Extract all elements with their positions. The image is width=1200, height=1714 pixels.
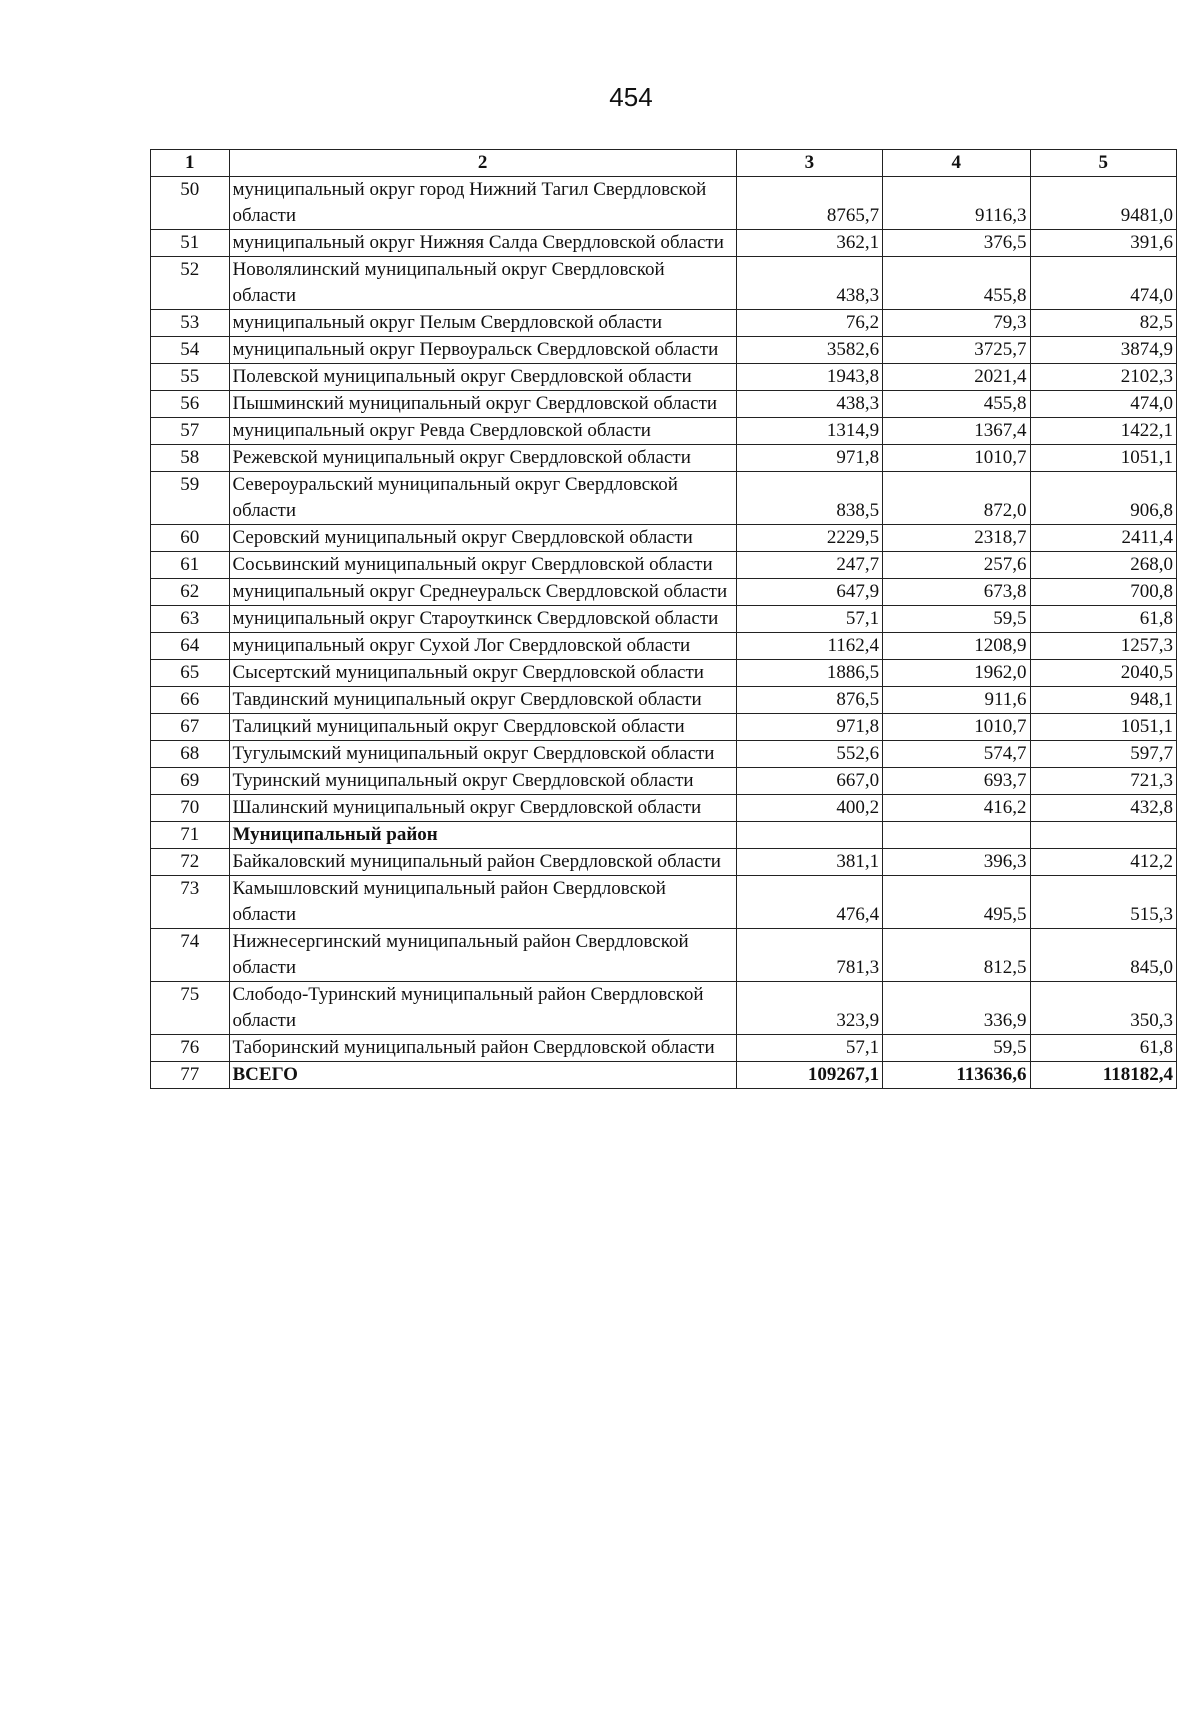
municipality-name-cell: Пышминский муниципальный округ Свердловской области bbox=[229, 391, 736, 418]
row-number-cell: 65 bbox=[151, 660, 230, 687]
value-col3-cell: 971,8 bbox=[736, 445, 882, 472]
value-col3-cell: 400,2 bbox=[736, 795, 882, 822]
value-col5-cell: 597,7 bbox=[1030, 741, 1176, 768]
value-col5-cell: 2102,3 bbox=[1030, 364, 1176, 391]
value-col4-cell: 257,6 bbox=[883, 552, 1030, 579]
value-col3-cell: 838,5 bbox=[736, 472, 882, 525]
value-col5-cell: 82,5 bbox=[1030, 310, 1176, 337]
value-col3-cell: 552,6 bbox=[736, 741, 882, 768]
municipality-name-cell: Шалинский муниципальный округ Свердловской области bbox=[229, 795, 736, 822]
row-number-cell: 51 bbox=[151, 230, 230, 257]
value-col4-cell: 1208,9 bbox=[883, 633, 1030, 660]
value-col4-cell: 911,6 bbox=[883, 687, 1030, 714]
value-col4-cell: 1010,7 bbox=[883, 714, 1030, 741]
municipality-name-cell: Слободо-Туринский муниципальный район Свердловской области bbox=[229, 982, 736, 1035]
table-row bbox=[151, 768, 1177, 795]
row-number-cell: 75 bbox=[151, 982, 230, 1035]
table-header-row bbox=[151, 150, 1177, 177]
municipality-name-cell: муниципальный округ Первоуральск Свердловской области bbox=[229, 337, 736, 364]
row-number-cell: 67 bbox=[151, 714, 230, 741]
value-col4-cell: 455,8 bbox=[883, 257, 1030, 310]
municipality-name-cell: Таборинский муниципальный район Свердловской области bbox=[229, 1035, 736, 1062]
value-col5-cell: 268,0 bbox=[1030, 552, 1176, 579]
value-col3-cell: 1162,4 bbox=[736, 633, 882, 660]
municipality-name-cell: Полевской муниципальный округ Свердловской области bbox=[229, 364, 736, 391]
table-row bbox=[151, 177, 1177, 230]
municipality-name-cell: Тугулымский муниципальный округ Свердловской области bbox=[229, 741, 736, 768]
row-number-cell: 66 bbox=[151, 687, 230, 714]
value-col4-cell: 2021,4 bbox=[883, 364, 1030, 391]
value-col4-cell: 9116,3 bbox=[883, 177, 1030, 230]
value-col4-cell bbox=[883, 822, 1030, 849]
value-col3-cell: 57,1 bbox=[736, 606, 882, 633]
column-header-2: 2 bbox=[229, 150, 736, 177]
value-col5-cell: 391,6 bbox=[1030, 230, 1176, 257]
value-col5-cell: 474,0 bbox=[1030, 257, 1176, 310]
value-col5-cell: 1051,1 bbox=[1030, 714, 1176, 741]
table-row bbox=[151, 929, 1177, 982]
value-col5-cell: 3874,9 bbox=[1030, 337, 1176, 364]
table-row bbox=[151, 472, 1177, 525]
value-col3-cell bbox=[736, 822, 882, 849]
value-col5-cell: 432,8 bbox=[1030, 795, 1176, 822]
table-row bbox=[151, 633, 1177, 660]
value-col3-cell: 647,9 bbox=[736, 579, 882, 606]
municipality-name-cell: Серовский муниципальный округ Свердловской области bbox=[229, 525, 736, 552]
municipality-name-cell: муниципальный округ Нижняя Салда Свердловской области bbox=[229, 230, 736, 257]
table-row bbox=[151, 552, 1177, 579]
value-col3-cell: 247,7 bbox=[736, 552, 882, 579]
table-row bbox=[151, 1035, 1177, 1062]
value-col3-cell: 876,5 bbox=[736, 687, 882, 714]
table-row bbox=[151, 445, 1177, 472]
value-col5-cell: 2411,4 bbox=[1030, 525, 1176, 552]
value-col4-cell: 812,5 bbox=[883, 929, 1030, 982]
municipality-name-cell: Муниципальный район bbox=[229, 822, 736, 849]
municipality-name-cell: Сысертский муниципальный округ Свердловской области bbox=[229, 660, 736, 687]
row-number-cell: 77 bbox=[151, 1062, 230, 1089]
value-col4-cell: 1010,7 bbox=[883, 445, 1030, 472]
municipality-name-cell: Камышловский муниципальный район Свердловской области bbox=[229, 876, 736, 929]
row-number-cell: 62 bbox=[151, 579, 230, 606]
value-col3-cell: 971,8 bbox=[736, 714, 882, 741]
municipality-name-cell: Нижнесергинский муниципальный район Свердловской области bbox=[229, 929, 736, 982]
table-row bbox=[151, 660, 1177, 687]
value-col5-cell: 350,3 bbox=[1030, 982, 1176, 1035]
value-col5-cell: 2040,5 bbox=[1030, 660, 1176, 687]
table-row bbox=[151, 876, 1177, 929]
municipality-name-cell: муниципальный округ Среднеуральск Свердловской области bbox=[229, 579, 736, 606]
value-col3-cell: 362,1 bbox=[736, 230, 882, 257]
value-col5-cell: 412,2 bbox=[1030, 849, 1176, 876]
value-col5-cell: 1257,3 bbox=[1030, 633, 1176, 660]
row-number-cell: 60 bbox=[151, 525, 230, 552]
budget-table bbox=[150, 149, 1177, 1089]
column-header-5: 5 bbox=[1030, 150, 1176, 177]
value-col4-cell: 59,5 bbox=[883, 606, 1030, 633]
value-col5-cell: 845,0 bbox=[1030, 929, 1176, 982]
table-row bbox=[151, 741, 1177, 768]
table-row bbox=[151, 391, 1177, 418]
table-row bbox=[151, 230, 1177, 257]
value-col3-cell: 381,1 bbox=[736, 849, 882, 876]
row-number-cell: 70 bbox=[151, 795, 230, 822]
value-col3-cell: 3582,6 bbox=[736, 337, 882, 364]
value-col4-cell: 455,8 bbox=[883, 391, 1030, 418]
row-number-cell: 64 bbox=[151, 633, 230, 660]
value-col4-cell: 872,0 bbox=[883, 472, 1030, 525]
table-row bbox=[151, 525, 1177, 552]
municipality-name-cell: Талицкий муниципальный округ Свердловской области bbox=[229, 714, 736, 741]
value-col5-cell: 515,3 bbox=[1030, 876, 1176, 929]
municipality-name-cell: муниципальный округ Ревда Свердловской области bbox=[229, 418, 736, 445]
table-row bbox=[151, 687, 1177, 714]
municipality-name-cell: Тавдинский муниципальный округ Свердловской области bbox=[229, 687, 736, 714]
value-col5-cell bbox=[1030, 822, 1176, 849]
value-col4-cell: 495,5 bbox=[883, 876, 1030, 929]
value-col4-cell: 2318,7 bbox=[883, 525, 1030, 552]
value-col5-cell: 1422,1 bbox=[1030, 418, 1176, 445]
municipality-name-cell: ВСЕГО bbox=[229, 1062, 736, 1089]
municipality-name-cell: муниципальный округ Сухой Лог Свердловской области bbox=[229, 633, 736, 660]
value-col4-cell: 3725,7 bbox=[883, 337, 1030, 364]
row-number-cell: 57 bbox=[151, 418, 230, 445]
value-col3-cell: 1314,9 bbox=[736, 418, 882, 445]
value-col3-cell: 1886,5 bbox=[736, 660, 882, 687]
table-row bbox=[151, 606, 1177, 633]
municipality-name-cell: Туринский муниципальный округ Свердловской области bbox=[229, 768, 736, 795]
value-col5-cell: 700,8 bbox=[1030, 579, 1176, 606]
value-col4-cell: 416,2 bbox=[883, 795, 1030, 822]
municipality-name-cell: Североуральский муниципальный округ Свердловской области bbox=[229, 472, 736, 525]
value-col4-cell: 1962,0 bbox=[883, 660, 1030, 687]
page-number: 454 bbox=[609, 82, 653, 112]
table-row bbox=[151, 795, 1177, 822]
row-number-cell: 73 bbox=[151, 876, 230, 929]
column-header-3: 3 bbox=[736, 150, 882, 177]
table-row bbox=[151, 418, 1177, 445]
value-col3-cell: 109267,1 bbox=[736, 1062, 882, 1089]
value-col4-cell: 574,7 bbox=[883, 741, 1030, 768]
value-col3-cell: 438,3 bbox=[736, 257, 882, 310]
value-col3-cell: 1943,8 bbox=[736, 364, 882, 391]
table-row bbox=[151, 364, 1177, 391]
table-row bbox=[151, 257, 1177, 310]
value-col3-cell: 8765,7 bbox=[736, 177, 882, 230]
table-row bbox=[151, 579, 1177, 606]
municipality-name-cell: Сосьвинский муниципальный округ Свердловской области bbox=[229, 552, 736, 579]
section-row bbox=[151, 822, 1177, 849]
value-col4-cell: 1367,4 bbox=[883, 418, 1030, 445]
row-number-cell: 61 bbox=[151, 552, 230, 579]
value-col5-cell: 118182,4 bbox=[1030, 1062, 1176, 1089]
column-header-1: 1 bbox=[151, 150, 230, 177]
municipality-name-cell: муниципальный округ город Нижний Тагил Свердловской области bbox=[229, 177, 736, 230]
value-col5-cell: 61,8 bbox=[1030, 1035, 1176, 1062]
column-header-4: 4 bbox=[883, 150, 1030, 177]
row-number-cell: 76 bbox=[151, 1035, 230, 1062]
value-col3-cell: 57,1 bbox=[736, 1035, 882, 1062]
value-col3-cell: 781,3 bbox=[736, 929, 882, 982]
row-number-cell: 72 bbox=[151, 849, 230, 876]
total-row bbox=[151, 1062, 1177, 1089]
table-row bbox=[151, 310, 1177, 337]
value-col5-cell: 721,3 bbox=[1030, 768, 1176, 795]
value-col4-cell: 59,5 bbox=[883, 1035, 1030, 1062]
value-col3-cell: 2229,5 bbox=[736, 525, 882, 552]
value-col3-cell: 667,0 bbox=[736, 768, 882, 795]
value-col5-cell: 948,1 bbox=[1030, 687, 1176, 714]
row-number-cell: 52 bbox=[151, 257, 230, 310]
row-number-cell: 69 bbox=[151, 768, 230, 795]
row-number-cell: 58 bbox=[151, 445, 230, 472]
table-row bbox=[151, 714, 1177, 741]
row-number-cell: 68 bbox=[151, 741, 230, 768]
row-number-cell: 50 bbox=[151, 177, 230, 230]
table-row bbox=[151, 337, 1177, 364]
value-col4-cell: 376,5 bbox=[883, 230, 1030, 257]
row-number-cell: 55 bbox=[151, 364, 230, 391]
row-number-cell: 53 bbox=[151, 310, 230, 337]
value-col3-cell: 476,4 bbox=[736, 876, 882, 929]
municipality-name-cell: Байкаловский муниципальный район Свердловской области bbox=[229, 849, 736, 876]
value-col4-cell: 396,3 bbox=[883, 849, 1030, 876]
value-col3-cell: 76,2 bbox=[736, 310, 882, 337]
value-col4-cell: 79,3 bbox=[883, 310, 1030, 337]
municipality-name-cell: Новолялинский муниципальный округ Свердловской области bbox=[229, 257, 736, 310]
value-col4-cell: 113636,6 bbox=[883, 1062, 1030, 1089]
table-row bbox=[151, 982, 1177, 1035]
value-col5-cell: 61,8 bbox=[1030, 606, 1176, 633]
municipality-name-cell: муниципальный округ Староуткинск Свердловской области bbox=[229, 606, 736, 633]
value-col3-cell: 323,9 bbox=[736, 982, 882, 1035]
municipality-name-cell: Режевской муниципальный округ Свердловской области bbox=[229, 445, 736, 472]
row-number-cell: 59 bbox=[151, 472, 230, 525]
value-col5-cell: 1051,1 bbox=[1030, 445, 1176, 472]
value-col5-cell: 474,0 bbox=[1030, 391, 1176, 418]
row-number-cell: 54 bbox=[151, 337, 230, 364]
table-body bbox=[151, 177, 1177, 1089]
value-col3-cell: 438,3 bbox=[736, 391, 882, 418]
value-col5-cell: 906,8 bbox=[1030, 472, 1176, 525]
table-row bbox=[151, 849, 1177, 876]
row-number-cell: 56 bbox=[151, 391, 230, 418]
value-col4-cell: 673,8 bbox=[883, 579, 1030, 606]
value-col4-cell: 336,9 bbox=[883, 982, 1030, 1035]
row-number-cell: 74 bbox=[151, 929, 230, 982]
row-number-cell: 71 bbox=[151, 822, 230, 849]
municipality-name-cell: муниципальный округ Пелым Свердловской области bbox=[229, 310, 736, 337]
row-number-cell: 63 bbox=[151, 606, 230, 633]
value-col4-cell: 693,7 bbox=[883, 768, 1030, 795]
value-col5-cell: 9481,0 bbox=[1030, 177, 1176, 230]
